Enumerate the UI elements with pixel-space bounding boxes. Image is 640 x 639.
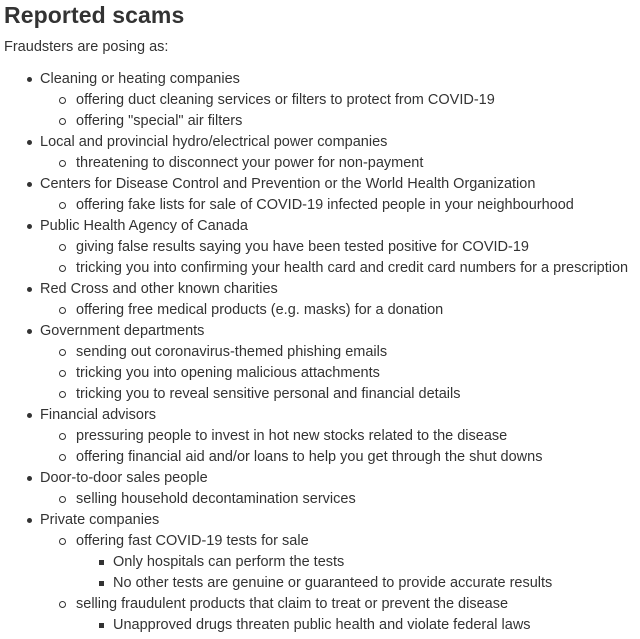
scam-tactic	[40, 111, 640, 132]
scam-tactic	[40, 447, 640, 468]
scam-tactic-list	[40, 342, 640, 405]
content-section	[4, 0, 640, 636]
tactic-label: tricking you into opening malicious attachments	[76, 365, 380, 381]
scam-tactic	[40, 195, 640, 216]
tactic-label: offering free medical products (e.g. masks) for a donation	[76, 302, 444, 318]
tactic-label: tricking you into confirming your health card and credit card numbers for a prescription	[76, 260, 629, 276]
tactic-note-list	[76, 615, 640, 636]
tactic-note: Only hospitals can perform the tests	[76, 552, 640, 573]
scam-list	[4, 69, 640, 636]
scam-tactic	[40, 384, 640, 405]
scam-category	[4, 405, 640, 468]
scam-tactic-list	[40, 195, 640, 216]
category-label: Financial advisors	[40, 407, 157, 423]
scam-category	[4, 216, 640, 279]
tactic-label: offering fake lists for sale of COVID-19 infected people in your neighbourhood	[76, 197, 574, 213]
category-label: Government departments	[40, 323, 205, 339]
scam-tactic	[40, 90, 640, 111]
scam-tactic-list	[40, 489, 640, 510]
scam-tactic-list	[40, 153, 640, 174]
tactic-label: offering financial aid and/or loans to help you get through the shut downs	[76, 449, 543, 465]
scam-tactic	[40, 531, 640, 594]
scam-tactic-list	[40, 90, 640, 132]
scam-category	[4, 132, 640, 174]
scam-tactic-list	[40, 300, 640, 321]
category-label: Centers for Disease Control and Prevention or the World Health Organization	[40, 176, 536, 192]
tactic-note: Unapproved drugs threaten public health and violate federal laws	[76, 615, 640, 636]
intro-text: Fraudsters are posing as:	[4, 39, 169, 55]
scam-tactic	[40, 342, 640, 363]
tactic-label: offering "special" air filters	[76, 113, 243, 129]
tactic-label: selling fraudulent products that claim to treat or prevent the disease	[76, 596, 509, 612]
scam-tactic	[40, 300, 640, 321]
scam-tactic	[40, 426, 640, 447]
scam-category	[4, 69, 640, 132]
scam-tactic	[40, 258, 640, 279]
tactic-label: offering fast COVID-19 tests for sale	[76, 533, 309, 549]
tactic-note-list	[76, 552, 640, 594]
tactic-label: selling household decontamination services	[76, 491, 356, 507]
category-label: Door-to-door sales people	[40, 470, 208, 486]
scam-tactic	[40, 153, 640, 174]
scam-category	[4, 279, 640, 321]
tactic-label: threatening to disconnect your power for non-payment	[76, 155, 424, 171]
category-label: Red Cross and other known charities	[40, 281, 278, 297]
scam-tactic-list	[40, 426, 640, 468]
category-label: Public Health Agency of Canada	[40, 218, 248, 234]
tactic-note: No other tests are genuine or guaranteed to provide accurate results	[76, 573, 640, 594]
scam-tactic	[40, 237, 640, 258]
scam-category	[4, 510, 640, 636]
scam-category	[4, 468, 640, 510]
scam-category	[4, 174, 640, 216]
scam-tactic	[40, 594, 640, 636]
scam-tactic	[40, 363, 640, 384]
tactic-label: offering duct cleaning services or filters to protect from COVID-19	[76, 92, 495, 108]
page-title: Reported scams	[4, 2, 185, 28]
tactic-label: sending out coronavirus-themed phishing emails	[76, 344, 388, 360]
scam-tactic-list	[40, 531, 640, 636]
category-label: Private companies	[40, 512, 160, 528]
category-label: Local and provincial hydro/electrical power companies	[40, 134, 388, 150]
tactic-label: giving false results saying you have been tested positive for COVID-19	[76, 239, 529, 255]
scam-tactic-list	[40, 237, 640, 279]
tactic-label: pressuring people to invest in hot new stocks related to the disease	[76, 428, 508, 444]
tactic-label: tricking you to reveal sensitive personal and financial details	[76, 386, 461, 402]
category-label: Cleaning or heating companies	[40, 71, 240, 87]
scam-tactic	[40, 489, 640, 510]
scam-category	[4, 321, 640, 405]
